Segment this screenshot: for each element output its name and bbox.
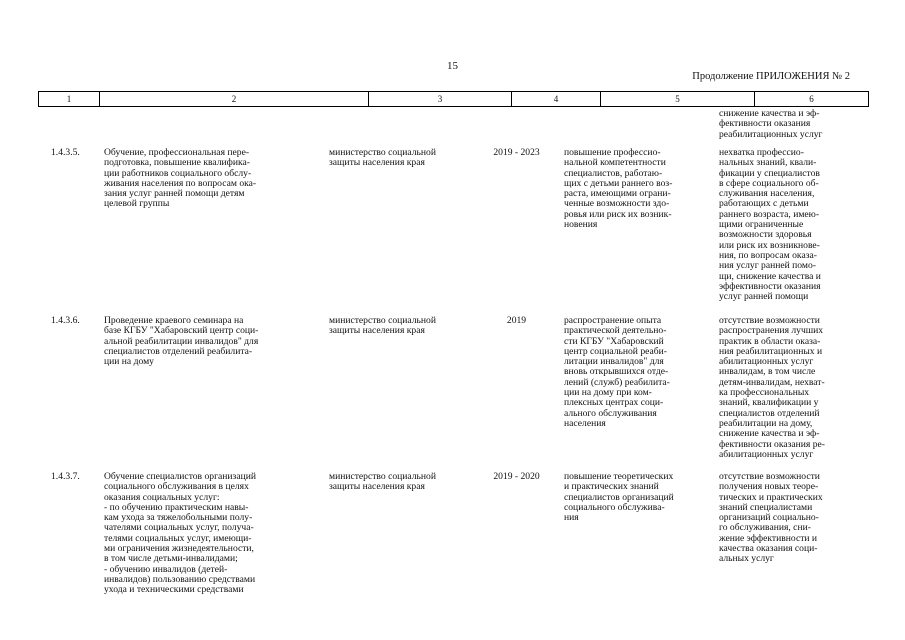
row-executor: министерство социальной защиты населения края <box>329 471 436 493</box>
row-code: 1.4.3.7. <box>51 471 80 482</box>
column-number-1: 1 <box>39 92 100 106</box>
row-consequences: отсутствие возможности получения новых теоре- тических и практических знаний специалистами организаций социально- го обслуживания, сни- жение эффективности и качества оказания соци- альных услуг <box>719 471 823 565</box>
carryover-consequences-text: снижение качества и эф- фективности оказания реабилитационных услуг <box>719 108 823 140</box>
row-activity: Обучение специалистов организаций социального обслуживания в целях оказания социальных услуг: - по обучению практическим навы- кам ухода за тяжелобольными полу- чателями социальных услуг, получа- телями социальных услуг, имеющи- ми ограничения жизнедеятельности, в том числе детьми-инвалидами; - обучению инвалидов (детей- инвалидов) пользованию средствами ухода и техническими средствами <box>104 471 256 596</box>
row-result: распространение опыта практической деятельно- сти КГБУ "Хабаровский центр социальной реаби- литации инвалидов" для вновь открывшихся отде- лений (служб) реабилита- ции на дому при ком- плексных центрах соци- ального обслуживания населения <box>564 315 670 429</box>
column-number-6: 6 <box>755 92 869 106</box>
table-header-row <box>38 91 869 107</box>
row-consequences: нехватка профессио- нальных знаний, квали- фикации у специалистов в сфере социального об- служивания населения, работающих с детьми раннего возраста, имею- щими ограниченные возможности здоровья или риск их возникнове- ния, по вопросам оказа- ния услуг ранней помо- щи, снижение качества и эффективности оказания услуг ранней помощи <box>719 147 821 303</box>
row-executor: министерство социальной защиты населения края <box>329 147 436 169</box>
page-number: 15 <box>447 60 458 72</box>
column-number-4: 4 <box>512 92 601 106</box>
row-result: повышение профессио- нальной компетентности специалистов, работаю- щих с детьми раннего воз- раста, имеющими ограни- ченные возможности здо- ровья или риск их возник- новения <box>564 147 673 231</box>
column-number-5: 5 <box>601 92 755 106</box>
row-executor: министерство социальной защиты населения края <box>329 315 436 337</box>
row-period: 2019 - 2020 <box>493 471 540 482</box>
row-period: 2019 <box>506 315 527 326</box>
row-result: повышение теоретических и практических знаний специалистов организаций социального обслужива- ния <box>564 471 674 524</box>
row-activity: Обучение, профессиональная пере- подготовка, повышение квалифика- ции работников социального обслу- живания населения по вопросам ока- зания услуг ранней помощи детям целевой группы <box>104 147 257 210</box>
column-number-2: 2 <box>100 92 369 106</box>
appendix-continuation-label: Продолжение ПРИЛОЖЕНИЯ № 2 <box>692 71 850 82</box>
column-number-3: 3 <box>369 92 512 106</box>
row-activity: Проведение краевого семинара на базе КГБУ "Хабаровский центр соци- альной реабилитации инвалидов" для специалистов отделений реабилита- ции на дому <box>104 315 259 368</box>
row-period: 2019 - 2023 <box>493 147 540 158</box>
row-code: 1.4.3.6. <box>51 315 80 326</box>
row-consequences: отсутствие возможности распространения лучших практик в области оказа- ния реабилитационных и абилитационных услуг инвалидам, в том числе детям-инвалидам, нехват- ка профессиональных знаний, квалификации у специалистов отделений реабилитации на дому, снижение качества и эф- фективности оказания ре- абилитационных услуг <box>719 315 825 460</box>
row-code: 1.4.3.5. <box>51 147 80 158</box>
